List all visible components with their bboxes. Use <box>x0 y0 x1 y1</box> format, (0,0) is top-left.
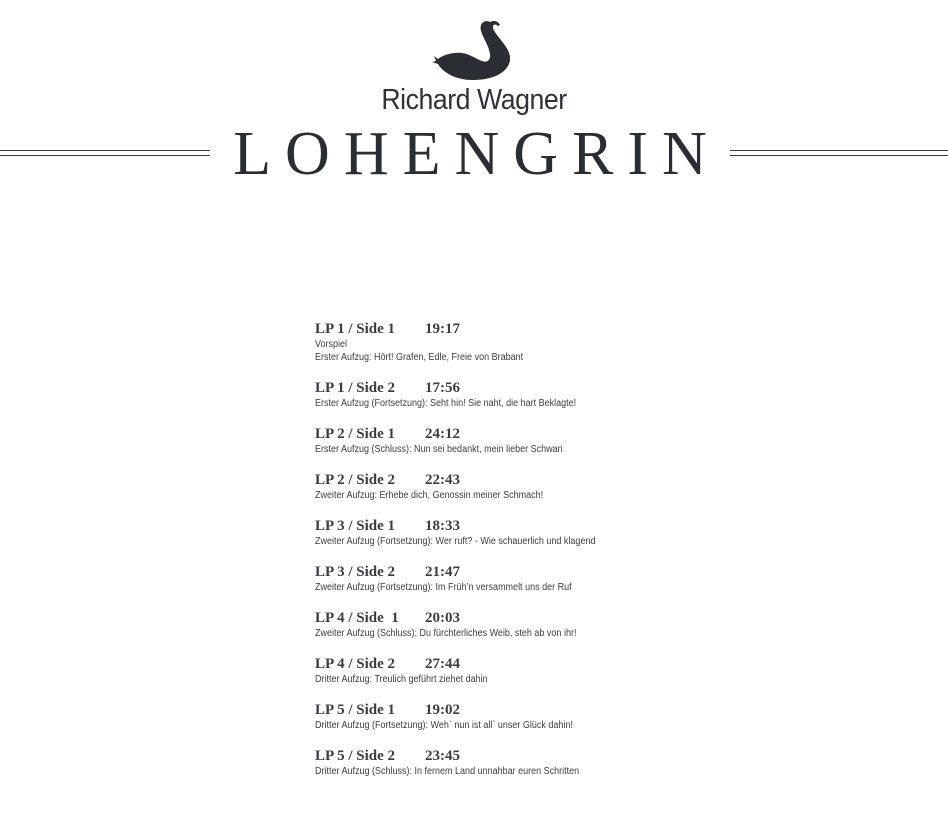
side-label: LP 4 / Side 1 <box>315 610 399 626</box>
side-heading <box>315 320 735 338</box>
side-duration: 21:47 <box>425 564 460 580</box>
header <box>0 0 948 200</box>
side-heading <box>315 517 735 535</box>
side-entry <box>315 379 735 425</box>
side-content-line: Zweiter Aufzug (Schluss): Du fürchterliches Weib, steh ab von ihr! <box>315 628 577 639</box>
side-content-line: Zweiter Aufzug (Fortsetzung): Wer ruft? - Wie schauerlich und klagend <box>315 536 596 547</box>
side-content-line: Erster Aufzug (Schluss): Nun sei bedankt, mein lieber Schwan <box>315 444 563 455</box>
side-content-line: Zweiter Aufzug: Erhebe dich, Genossin meiner Schmach! <box>315 490 544 501</box>
side-heading <box>315 379 735 397</box>
composer-name: Richard Wagner <box>381 84 567 116</box>
side-duration: 27:44 <box>425 656 460 672</box>
side-entry <box>315 320 735 379</box>
side-entry <box>315 517 735 563</box>
side-duration: 19:17 <box>425 321 460 337</box>
side-duration: 17:56 <box>425 380 460 396</box>
side-duration: 22:43 <box>425 472 460 488</box>
side-content-line: Vorspiel <box>315 339 348 350</box>
side-label: LP 5 / Side 1 <box>315 702 396 718</box>
side-heading <box>315 609 735 627</box>
side-duration: 18:33 <box>425 518 460 534</box>
side-heading <box>315 471 735 489</box>
side-label: LP 3 / Side 2 <box>315 564 396 580</box>
side-content-line: Erster Aufzug (Fortsetzung): Seht hin! Sie naht, die hart Beklagte! <box>315 398 577 409</box>
side-heading <box>315 701 735 719</box>
side-entry <box>315 471 735 517</box>
side-entry <box>315 425 735 471</box>
side-content-line: Dritter Aufzug (Fortsetzung): Weh` nun ist all` unser Glück dahin! <box>315 720 573 731</box>
side-heading <box>315 747 735 765</box>
side-heading <box>315 563 735 581</box>
side-content-line: Dritter Aufzug: Treulich geführt ziehet dahin <box>315 674 488 685</box>
title-row <box>0 120 948 188</box>
side-entry <box>315 609 735 655</box>
title-rule-left <box>0 150 210 156</box>
swan-icon <box>432 16 512 86</box>
side-entry <box>315 563 735 609</box>
side-label: LP 3 / Side 1 <box>315 518 396 534</box>
side-entry <box>315 655 735 701</box>
side-duration: 20:03 <box>425 610 460 626</box>
side-label: LP 1 / Side 2 <box>315 380 396 396</box>
side-label: LP 5 / Side 2 <box>315 748 396 764</box>
side-content-line: Erster Aufzug: Hört! Grafen, Edle, Freie von Brabant <box>315 352 524 363</box>
side-content-line: Dritter Aufzug (Schluss): In fernem Land unnahbar euren Schritten <box>315 766 580 777</box>
side-entry <box>315 701 735 747</box>
side-entry <box>315 747 735 793</box>
side-heading <box>315 655 735 673</box>
side-content-line: Zweiter Aufzug (Fortsetzung): Im Früh’n versammelt uns der Ruf <box>315 582 572 593</box>
tracklist <box>315 320 735 793</box>
side-label: LP 1 / Side 1 <box>315 321 396 337</box>
side-duration: 23:45 <box>425 748 460 764</box>
side-label: LP 4 / Side 2 <box>315 656 396 672</box>
side-duration: 19:02 <box>425 702 460 718</box>
opera-title: LOHENGRIN <box>233 120 721 188</box>
side-heading <box>315 425 735 443</box>
title-rule-right <box>730 150 948 156</box>
side-label: LP 2 / Side 1 <box>315 426 396 442</box>
side-duration: 24:12 <box>425 426 460 442</box>
side-label: LP 2 / Side 2 <box>315 472 396 488</box>
